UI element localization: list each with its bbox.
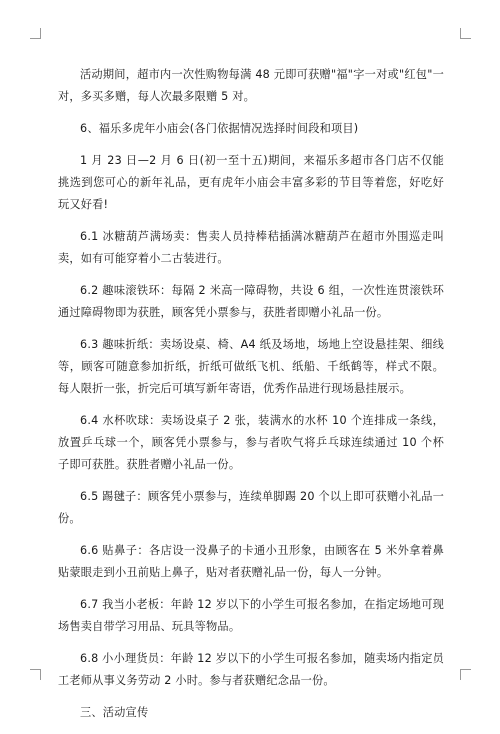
section-heading-temple-fair: 6、福乐多虎年小庙会(各门依据情况选择时间段和项目) <box>80 122 359 135</box>
paragraph-gift-promotion: 活动期间，超市内一次性购物每满 48 元即可获赠"福"字一对或"红包"一对，多买多赠，每人次最多限赠 5 对。 <box>58 68 444 103</box>
paragraph-item-6-8: 6.8 小小理货员：年龄 12 岁以下的小学生可报名参加，随卖场内指定员工老师从事义务劳动 2 小时。参与者获赠纪念品一份。 <box>58 652 444 687</box>
paragraph-item-6-6: 6.6 贴鼻子：各店设一没鼻子的卡通小丑形象，由顾客在 5 米外拿着鼻贴蒙眼走到小丑前贴上鼻子，贴对者获赠礼品一份，每人一分钟。 <box>58 544 444 579</box>
paragraph-item-6-7: 6.7 我当小老板：年龄 12 岁以下的小学生可报名参加，在指定场地可现场售卖自带学习用品、玩具等物品。 <box>58 598 444 633</box>
paragraph-temple-fair-intro: 1 月 23 日—2 月 6 日(初一至十五)期间，来福乐多超市各门店不仅能挑选到您可心的新年礼品，更有虎年小庙会丰富多彩的节目等着您，好吃好玩又好看! <box>58 154 444 211</box>
crop-mark-bottom-left <box>30 669 41 680</box>
crop-mark-top-left <box>30 28 41 39</box>
section-heading-promotion: 三、活动宣传 <box>80 706 149 719</box>
paragraph-item-6-3: 6.3 趣味折纸：卖场设桌、椅、A4 纸及场地，场地上空设悬挂架、细线等，顾客可随意参加折纸，折纸可做纸飞机、纸船、千纸鹤等，样式不限。每人限折一张，折完后可填写新年寄语，优秀作品进行现场悬挂展示。 <box>58 338 444 395</box>
document-body <box>58 64 444 734</box>
paragraph-item-6-5: 6.5 踢毽子：顾客凭小票参与，连续单脚踢 20 个以上即可获赠小礼品一份。 <box>58 490 444 525</box>
paragraph-item-6-1: 6.1 冰糖葫芦满场卖：售卖人员持棒秸插满冰糖葫芦在超市外围巡走叫卖，如有可能穿着小二古装进行。 <box>58 230 444 265</box>
crop-mark-bottom-right <box>460 669 471 680</box>
paragraph-item-6-2: 6.2 趣味滚铁环：每隔 2 米高一障碍物，共设 6 组，一次性连贯滚铁环通过障碍物即为获胜，顾客凭小票参与，获胜者即赠小礼品一份。 <box>58 284 444 319</box>
paragraph-item-6-4: 6.4 水杯吹球：卖场设桌子 2 张，装满水的水杯 10 个连排成一条线，放置乒乓球一个，顾客凭小票参与，参与者吹气将乒乓球连续通过 10 个杯子即可获胜。获胜者赠小礼品一份。 <box>58 414 444 471</box>
crop-mark-top-right <box>460 28 471 39</box>
